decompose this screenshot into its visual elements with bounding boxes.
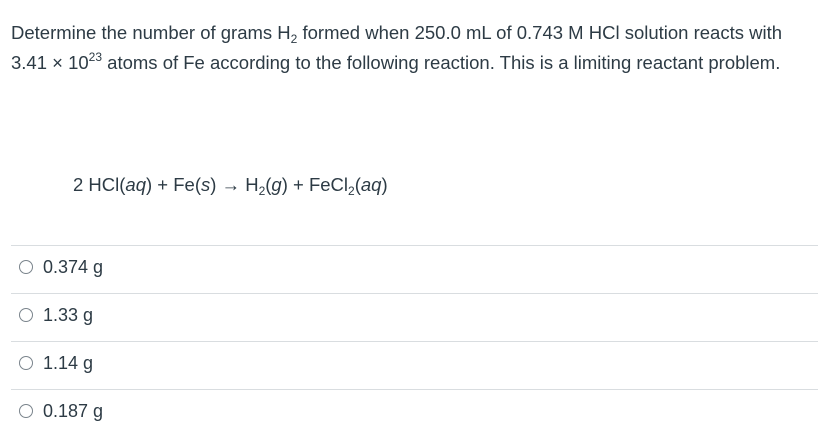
superscript: 23 [88, 50, 103, 64]
equation-part: ) [381, 174, 388, 195]
answer-label[interactable]: 1.33 g [43, 305, 94, 325]
state-symbol: aq [125, 174, 146, 195]
question-text-part: atoms of Fe according to the following reaction. This is a limiting reactant problem. [102, 52, 781, 73]
question-text-part: Determine the number of grams H [11, 22, 291, 43]
question-text [11, 18, 811, 78]
state-symbol: g [271, 174, 282, 195]
reaction-equation [73, 170, 388, 200]
answer-list [11, 245, 818, 437]
equation-part: ) + FeCl [281, 174, 349, 195]
answer-label[interactable]: 0.374 g [43, 257, 104, 277]
equation-part: 2 HCl( [73, 174, 126, 195]
answer-option[interactable] [11, 245, 818, 293]
answer-option[interactable] [11, 341, 818, 389]
subscript: 2 [348, 184, 355, 198]
radio-button[interactable] [19, 308, 33, 322]
answer-option[interactable] [11, 293, 818, 341]
equation-part: ( [354, 174, 361, 195]
equation-part: ( [265, 174, 272, 195]
subscript: 2 [290, 32, 298, 46]
state-symbol: s [201, 174, 211, 195]
state-symbol: aq [360, 174, 382, 195]
answer-option[interactable] [11, 389, 818, 437]
equation-part: ) + Fe( [146, 174, 201, 195]
radio-button[interactable] [19, 356, 33, 370]
equation-part: ) → H [210, 174, 259, 195]
answer-label[interactable]: 1.14 g [43, 353, 94, 373]
question-text-part: formed when 250.0 mL of 0.743 M HCl solution reacts with 3.41 × 10 [11, 22, 783, 73]
answer-label[interactable]: 0.187 g [43, 401, 104, 421]
subscript: 2 [258, 184, 266, 198]
radio-button[interactable] [19, 260, 33, 274]
radio-button[interactable] [19, 404, 33, 418]
